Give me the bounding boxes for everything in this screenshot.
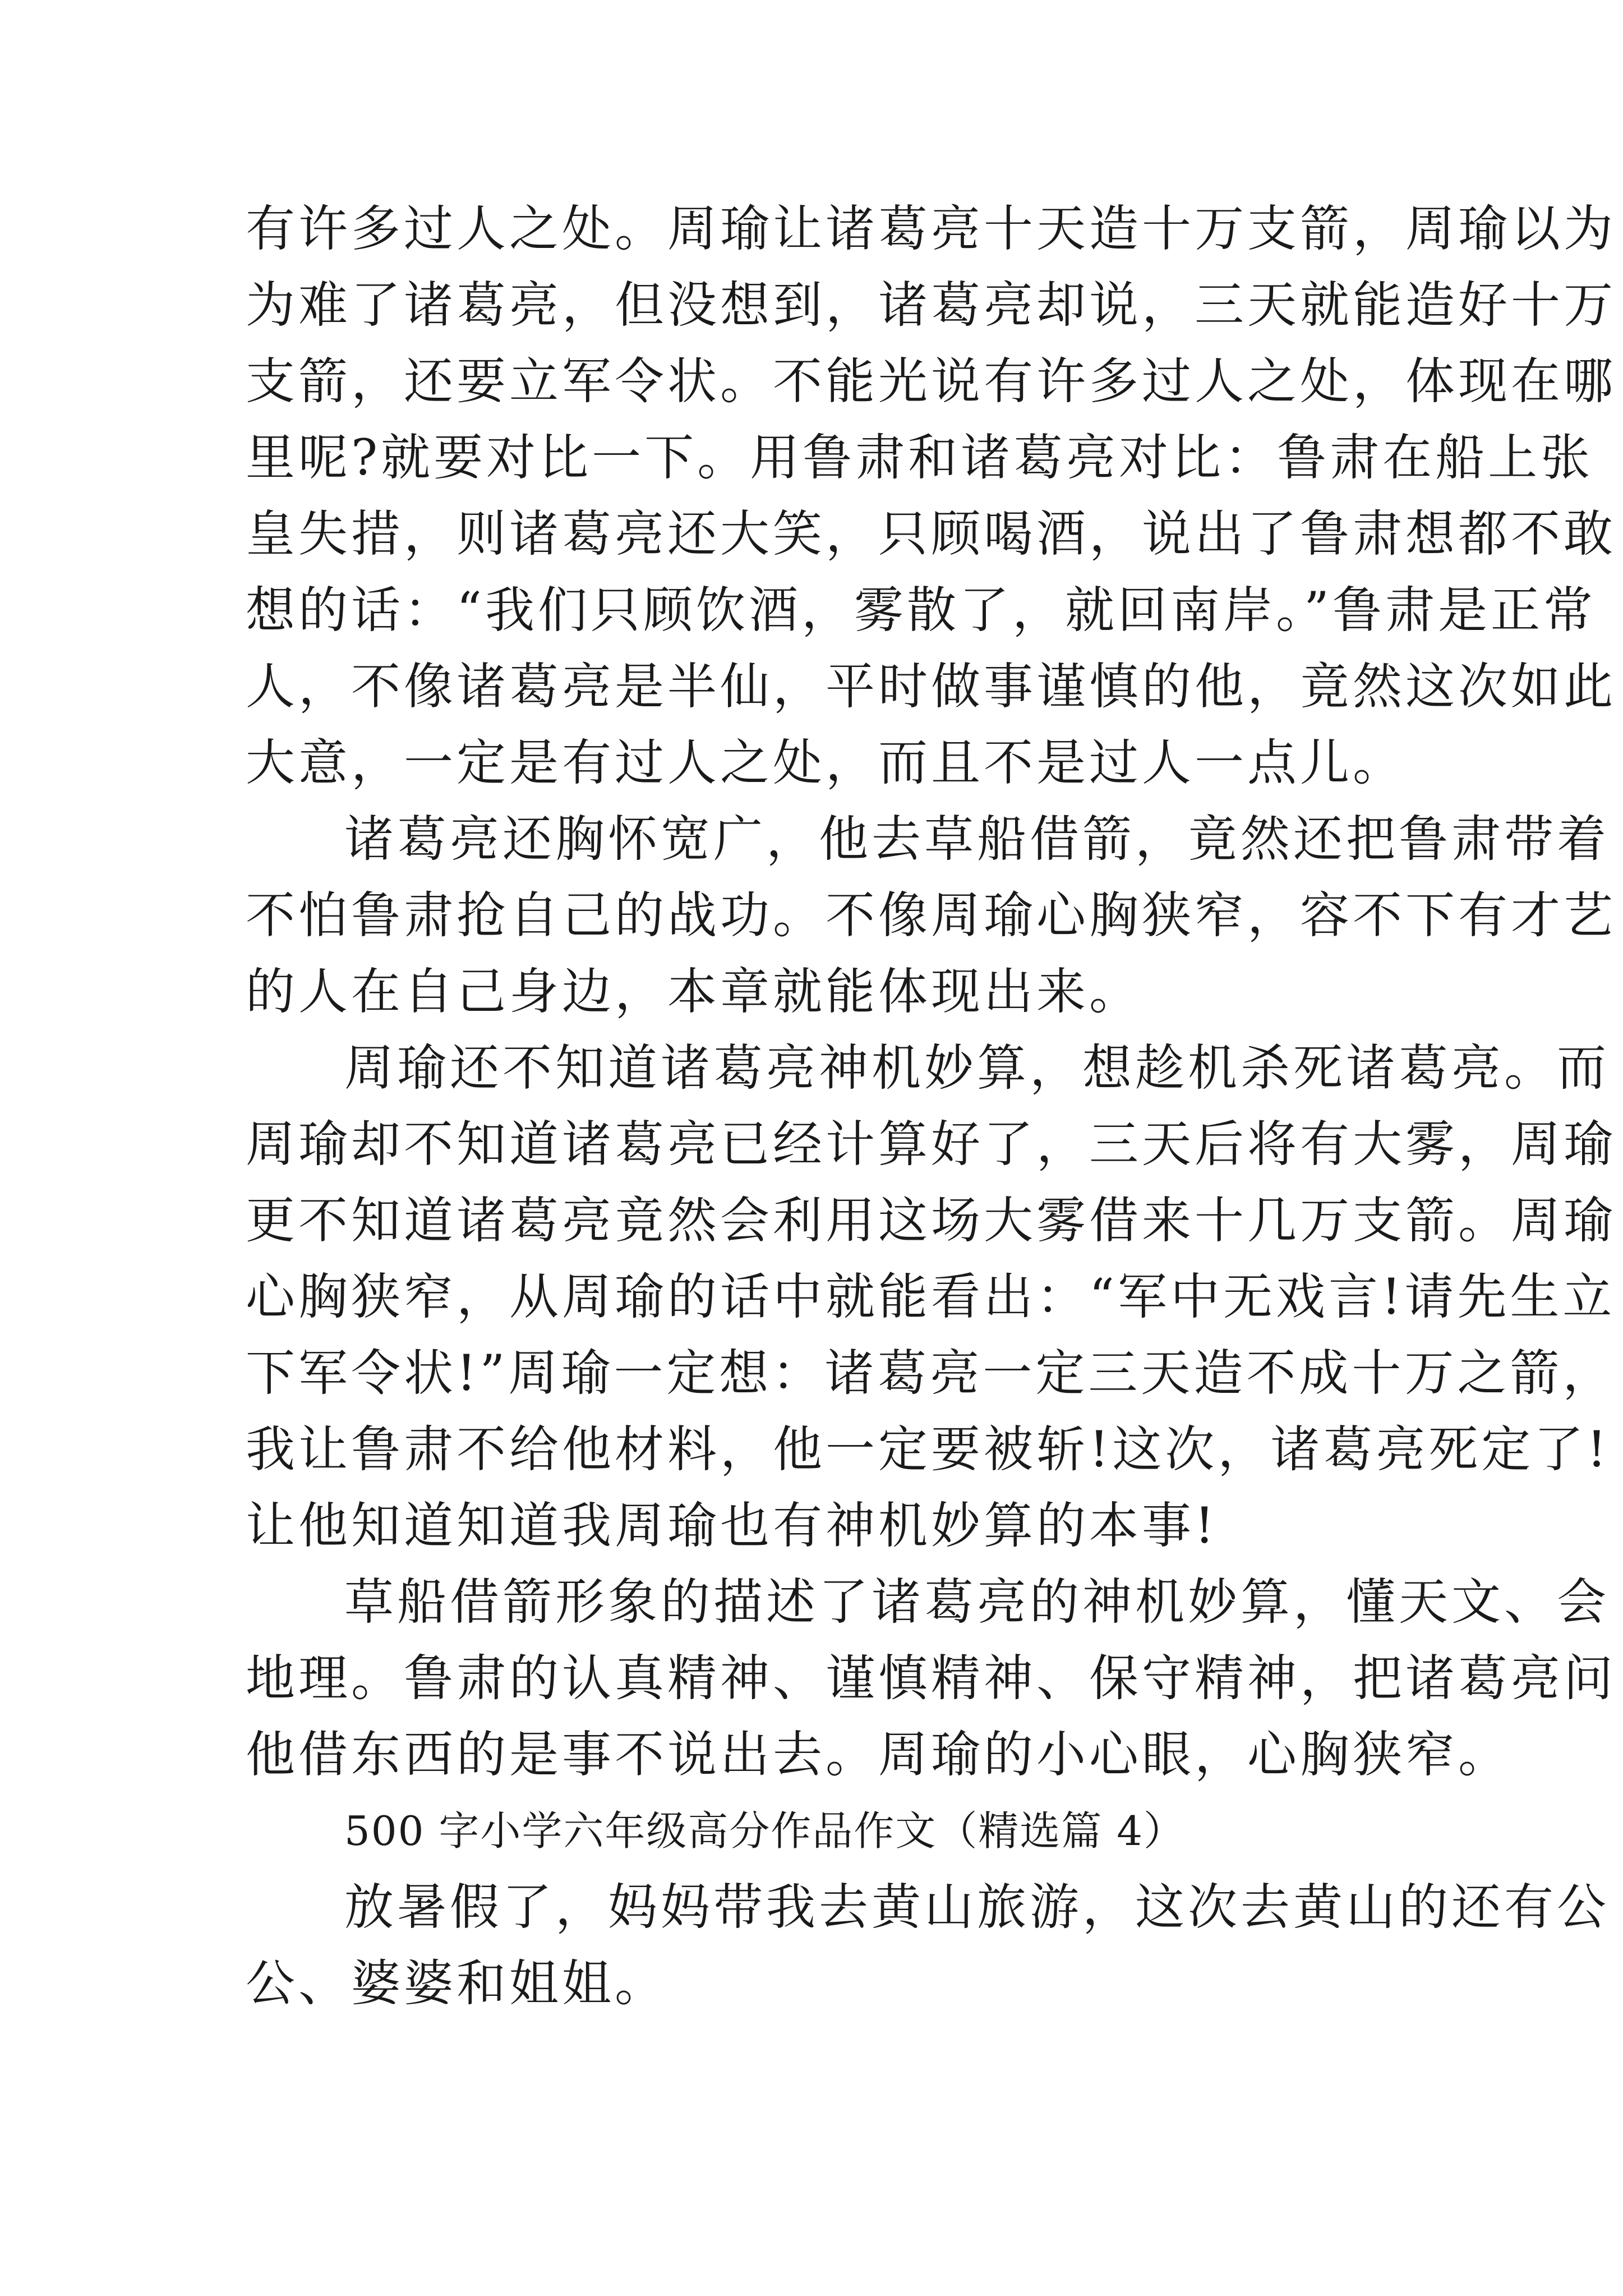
paragraph-first-line: 放暑假了，妈妈带我去黄山旅游，这次去黄山的还有公 — [344, 1878, 1610, 1936]
text-line: 支箭，还要立军令状。不能光说有许多过人之处，体现在哪 — [246, 352, 1617, 410]
text-line: 心胸狭窄，从周瑜的话中就能看出：“军中无戏言!请先生立 — [246, 1268, 1616, 1326]
paragraph-first-line: 诸葛亮还胸怀宽广，他去草船借箭，竟然还把鲁肃带着 — [344, 810, 1610, 868]
text-line: 周瑜却不知道诸葛亮已经计算好了，三天后将有大雾，周瑜 — [246, 1115, 1617, 1173]
text-line: 更不知道诸葛亮竟然会利用这场大雾借来十几万支箭。周瑜 — [246, 1191, 1617, 1249]
text-line: 皇失措，则诸葛亮还大笑，只顾喝酒，说出了鲁肃想都不敢 — [246, 505, 1617, 563]
text-line: 不怕鲁肃抢自己的战功。不像周瑜心胸狭窄，容不下有才艺 — [246, 886, 1617, 944]
text-line: 想的话：“我们只顾饮酒，雾散了，就回南岸。”鲁肃是正常 — [246, 581, 1596, 639]
text-line: 我让鲁肃不给他材料，他一定要被斩!这次，诸葛亮死定了! — [246, 1420, 1610, 1478]
text-line: 让他知道知道我周瑜也有神机妙算的本事! — [246, 1497, 1218, 1554]
text-line: 有许多过人之处。周瑜让诸葛亮十天造十万支箭，周瑜以为 — [246, 200, 1617, 257]
essay-text-body — [246, 191, 1617, 2022]
paragraph-first-line: 周瑜还不知道诸葛亮神机妙算，想趁机杀死诸葛亮。而 — [344, 1039, 1610, 1097]
text-line: 里呢?就要对比一下。用鲁肃和诸葛亮对比：鲁肃在船上张 — [246, 429, 1594, 486]
text-line: 为难了诸葛亮，但没想到，诸葛亮却说，三天就能造好十万 — [246, 276, 1617, 334]
text-line: 的人在自己身边，本章就能体现出来。 — [246, 963, 1142, 1020]
text-line: 他借东西的是事不说出去。周瑜的小心眼，心胸狭窄。 — [246, 1726, 1511, 1783]
text-line: 公、婆婆和姐姐。 — [246, 1954, 668, 2012]
text-line: 大意，一定是有过人之处，而且不是过人一点儿。 — [246, 734, 1406, 792]
section-heading: 500 字小学六年级高分作品作文（精选篇 4） — [344, 1807, 1186, 1855]
text-line: 地理。鲁肃的认真精神、谨慎精神、保守精神，把诸葛亮问 — [246, 1649, 1617, 1707]
text-line: 人，不像诸葛亮是半仙，平时做事谨慎的他，竟然这次如此 — [246, 657, 1617, 715]
paragraph-first-line: 草船借箭形象的描述了诸葛亮的神机妙算，懂天文、会 — [344, 1573, 1610, 1631]
text-line: 下军令状!”周瑜一定想：诸葛亮一定三天造不成十万之箭， — [246, 1344, 1616, 1402]
